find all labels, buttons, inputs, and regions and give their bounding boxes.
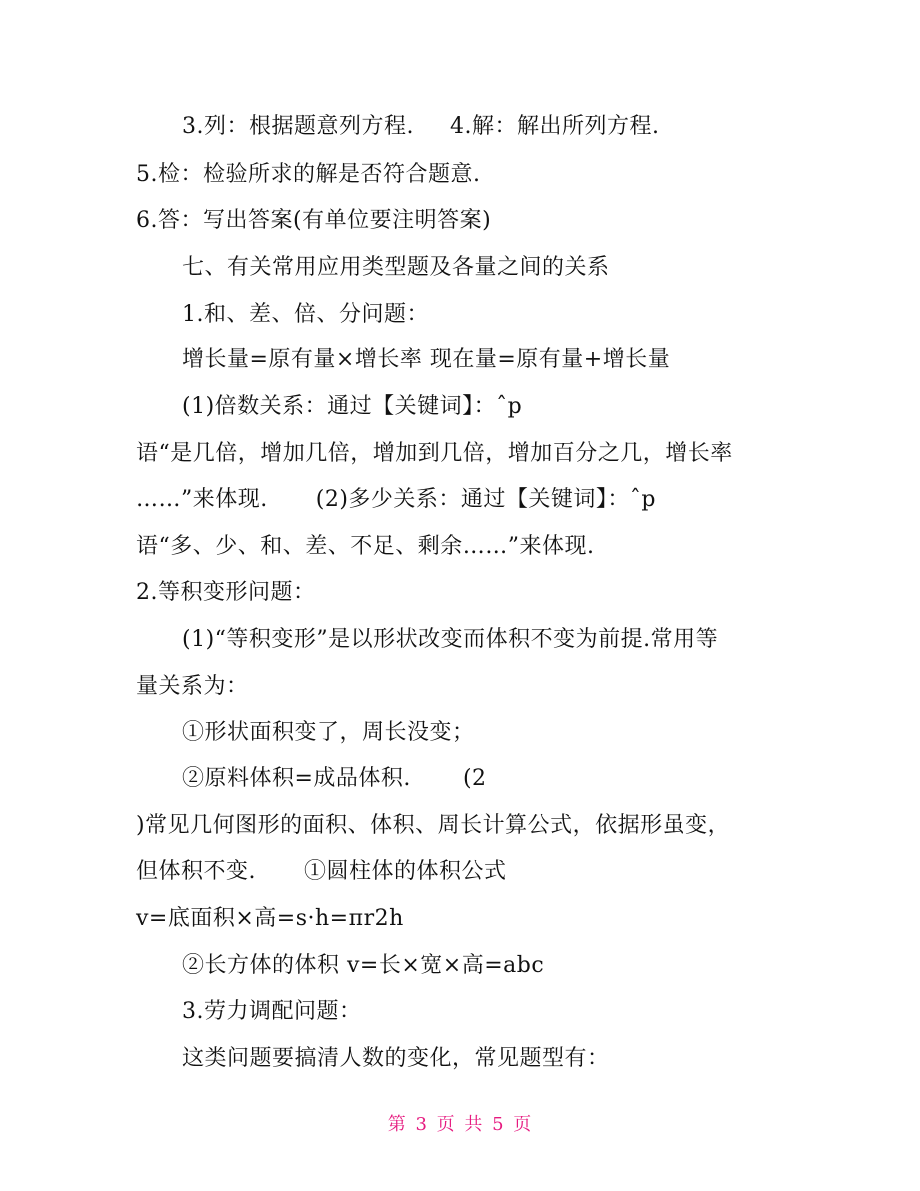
text-line: 2.等积变形问题： bbox=[136, 580, 316, 605]
text-line bbox=[136, 857, 507, 887]
text-line: 增长量=原有量×增长率 现在量=原有量+增长量 bbox=[182, 347, 671, 372]
footer-word: 页 bbox=[436, 1114, 456, 1135]
footer-word: 页 bbox=[513, 1114, 533, 1135]
text-segment: (2)多少关系：通过【关键词】：ˆp bbox=[315, 487, 656, 512]
text-line: 6.答：写出答案(有单位要注明答案) bbox=[136, 208, 492, 233]
footer-word: 第 bbox=[387, 1114, 407, 1135]
page-footer bbox=[0, 1112, 920, 1138]
text-segment: ①圆柱体的体积公式 bbox=[304, 859, 507, 884]
text-line: (1)“等积变形”是以形状改变而体积不变为前提.常用等 bbox=[182, 627, 719, 652]
text-line: 语“多、少、和、差、不足、剩余……”来体现. bbox=[136, 534, 595, 559]
text-line: (1)倍数关系：通过【关键词】：ˆp bbox=[182, 394, 523, 419]
text-line bbox=[136, 485, 656, 515]
text-line bbox=[182, 112, 659, 142]
text-line: 1.和、差、倍、分问题： bbox=[182, 302, 429, 327]
footer-word: 共 bbox=[464, 1114, 484, 1135]
text-segment: (2 bbox=[462, 766, 487, 791]
text-line: 5.检：检验所求的解是否符合题意. bbox=[136, 162, 481, 187]
text-line: 量关系为： bbox=[136, 674, 249, 699]
text-line: 这类问题要搞清人数的变化，常见题型有： bbox=[182, 1046, 610, 1071]
formula-line: ②长方体的体积 v=长×宽×高=abc bbox=[182, 953, 545, 978]
total-page-count: 5 bbox=[492, 1114, 505, 1135]
current-page-number: 3 bbox=[415, 1114, 428, 1135]
text-segment: 3.列：根据题意列方程. bbox=[182, 114, 414, 139]
formula-line: v=底面积×高=s·h=πr2h bbox=[136, 906, 404, 931]
text-line: 3.劳力调配问题： bbox=[182, 999, 362, 1024]
text-line: 语“是几倍，增加几倍，增加到几倍，增加百分之几，增长率 bbox=[136, 441, 733, 466]
text-segment: 但体积不变. bbox=[136, 859, 256, 884]
text-segment: 4.解：解出所列方程. bbox=[449, 114, 660, 139]
text-line: )常见几何图形的面积、体积、周长计算公式，依据形虽变， bbox=[136, 813, 731, 838]
section-heading: 七、有关常用应用类型题及各量之间的关系 bbox=[182, 255, 610, 280]
text-segment: ……”来体现. bbox=[136, 487, 268, 512]
text-line bbox=[182, 764, 487, 794]
text-line: ①形状面积变了，周长没变； bbox=[182, 720, 475, 745]
text-segment: ②原料体积=成品体积. bbox=[182, 766, 411, 791]
